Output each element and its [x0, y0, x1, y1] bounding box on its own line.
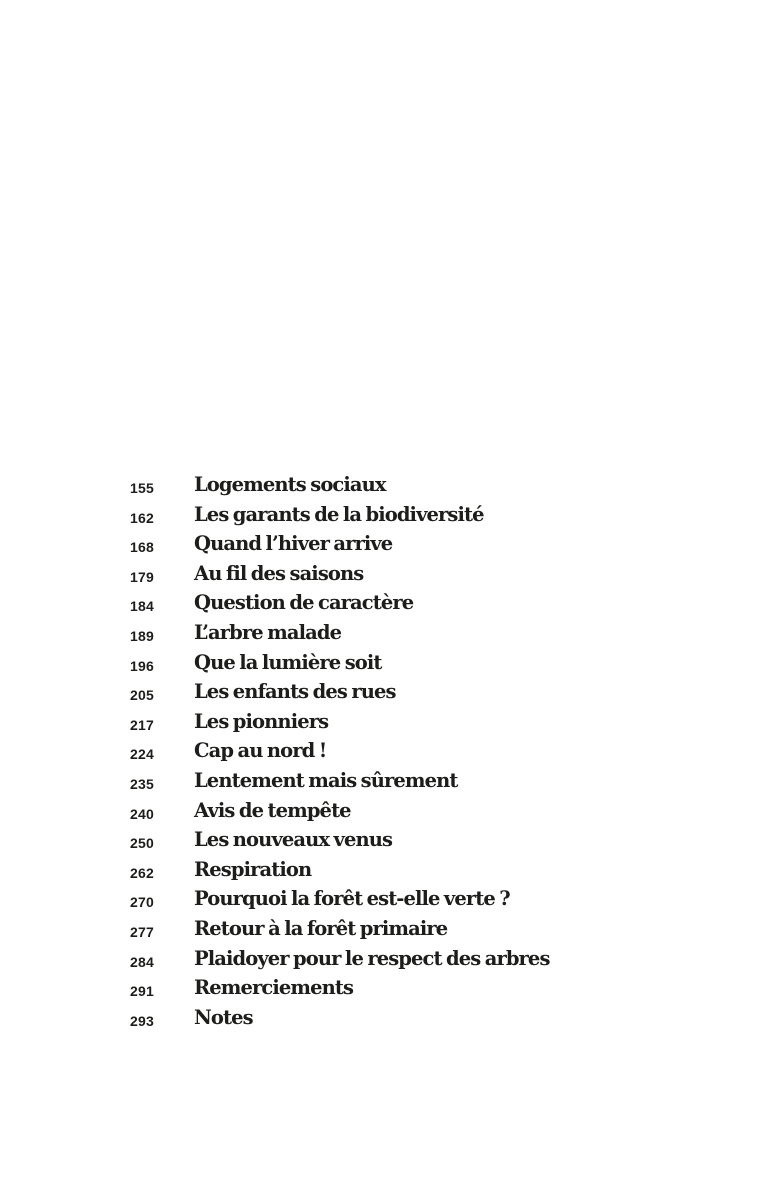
toc-page-number: 205: [130, 687, 154, 704]
toc-chapter-title: Cap au nord !: [194, 739, 327, 763]
toc-entry: [0, 974, 764, 1004]
toc-chapter-title: Remerciements: [194, 976, 354, 1000]
toc-entry: [0, 945, 764, 975]
toc-page-number: 293: [130, 1012, 154, 1029]
toc-chapter-title: Les enfants des rues: [194, 680, 396, 704]
toc-page-number: 284: [130, 953, 154, 970]
toc-entry: [0, 915, 764, 945]
toc-entry: [0, 678, 764, 708]
toc-entry: [0, 737, 764, 767]
toc-chapter-title: Retour à la forêt primaire: [194, 916, 448, 940]
toc-entry: [0, 501, 764, 531]
toc-entry: [0, 619, 764, 649]
toc-entry: [0, 530, 764, 560]
toc-chapter-title: Les nouveaux venus: [194, 828, 393, 852]
toc-page-number: 184: [130, 598, 154, 615]
toc-chapter-title: Pourquoi la forêt est-elle verte ?: [194, 887, 510, 911]
toc-chapter-title: Au fil des saisons: [194, 561, 364, 585]
toc-entry: [0, 885, 764, 915]
toc-entry: [0, 797, 764, 827]
toc-entry: [0, 1004, 764, 1034]
toc-page-number: 262: [130, 864, 154, 881]
toc-chapter-title: Respiration: [194, 857, 312, 881]
toc-entry: [0, 826, 764, 856]
toc-page-number: 291: [130, 983, 154, 1000]
toc-page-number: 235: [130, 775, 154, 792]
toc-entry: [0, 767, 764, 797]
toc-page-number: 196: [130, 657, 154, 674]
toc-chapter-title: Plaidoyer pour le respect des arbres: [194, 946, 550, 970]
toc-page-number: 224: [130, 746, 154, 763]
toc-chapter-title: Que la lumière soit: [194, 650, 382, 674]
toc-page-number: 189: [130, 627, 154, 644]
toc-entry: [0, 708, 764, 738]
toc-page-number: 250: [130, 835, 154, 852]
toc-entry: [0, 649, 764, 679]
toc-page-number: 162: [130, 509, 154, 526]
toc-chapter-title: Les pionniers: [194, 709, 329, 733]
toc-page-number: 270: [130, 894, 154, 911]
toc-page-number: 240: [130, 805, 154, 822]
toc-page-number: 155: [130, 480, 154, 496]
toc-page-number: 168: [130, 539, 154, 556]
toc-chapter-title: Lentement mais sûrement: [194, 768, 458, 792]
toc-chapter-title: Notes: [194, 1005, 253, 1029]
toc-chapter-title: Les garants de la biodiversité: [194, 502, 484, 526]
toc-page-number: 217: [130, 716, 154, 733]
toc-page-number: 277: [130, 923, 154, 940]
toc-chapter-title: Quand l’hiver arrive: [194, 532, 393, 556]
toc-chapter-title: L’arbre malade: [194, 620, 342, 644]
toc-entry: [0, 560, 764, 590]
toc-chapter-title: Logements sociaux: [194, 473, 386, 496]
table-of-contents: [0, 471, 764, 1033]
toc-entry: [0, 856, 764, 886]
toc-entry: [0, 471, 764, 501]
toc-page-number: 179: [130, 568, 154, 585]
toc-chapter-title: Question de caractère: [194, 591, 414, 615]
toc-chapter-title: Avis de tempête: [194, 798, 351, 822]
toc-entry: [0, 589, 764, 619]
